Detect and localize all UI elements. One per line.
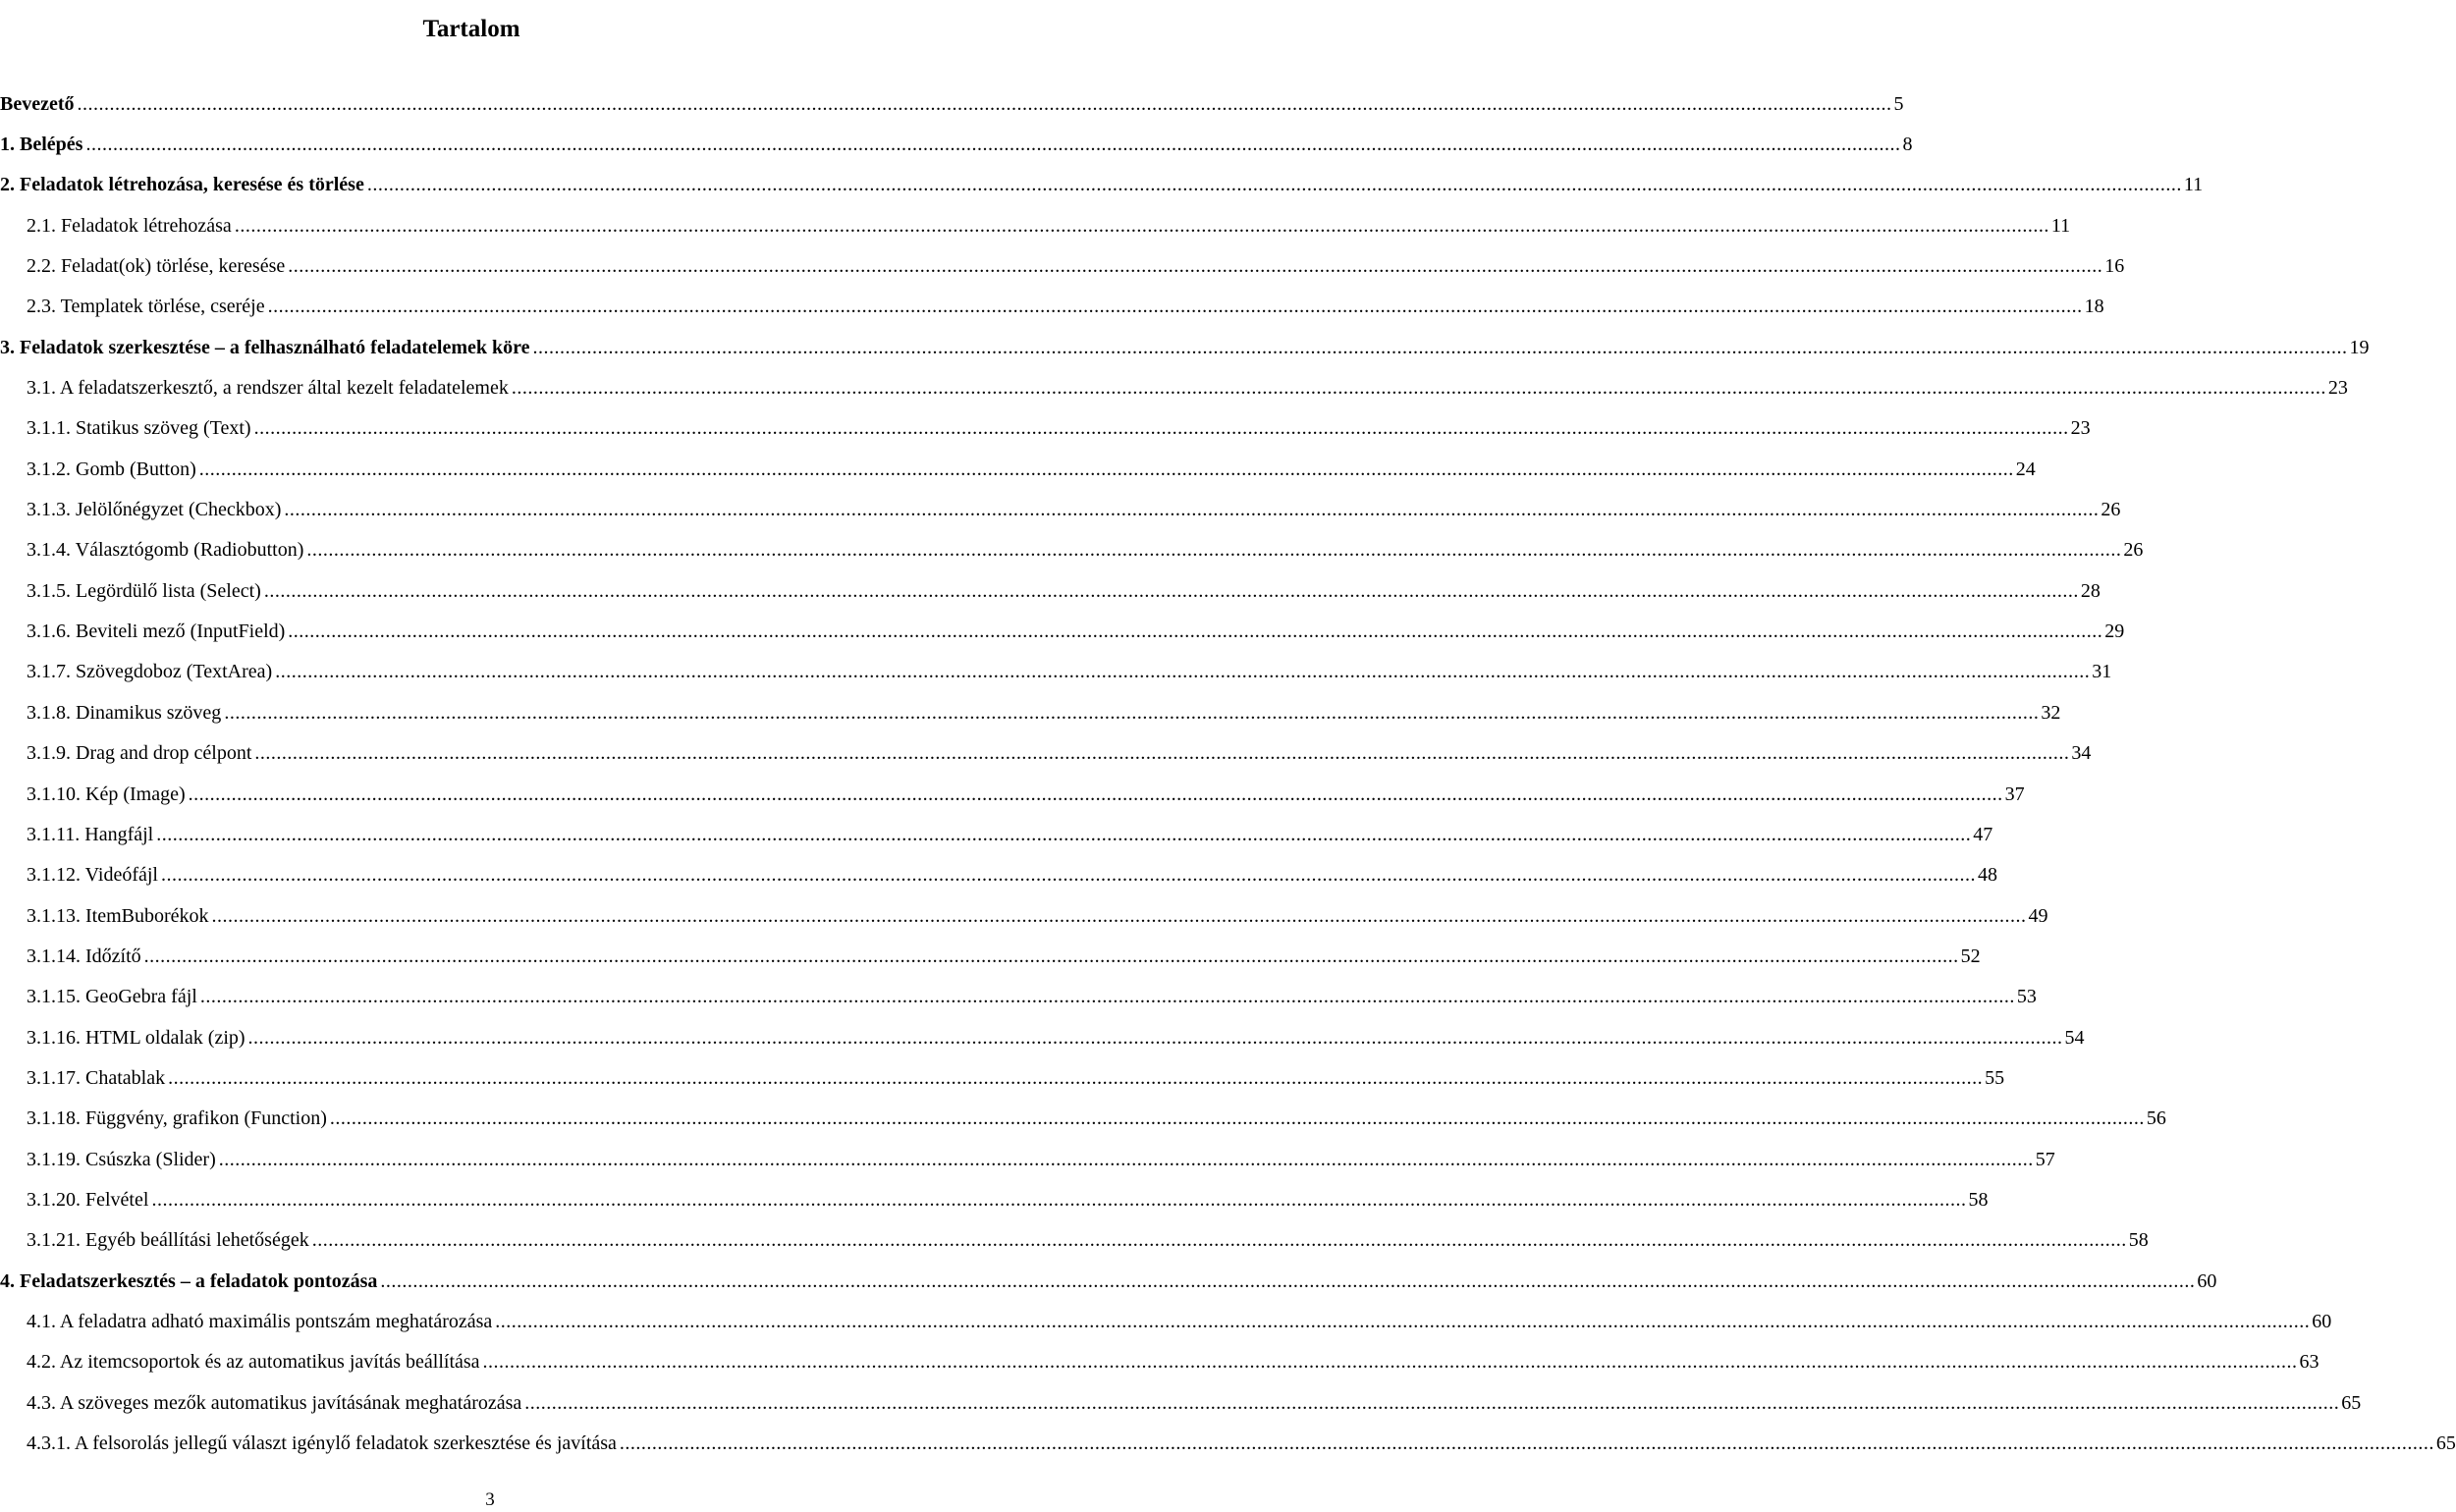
dot-leader xyxy=(620,1431,2434,1455)
toc-entry[interactable] xyxy=(0,83,1904,124)
dot-leader xyxy=(199,458,2014,481)
toc-entry-page-number: 52 xyxy=(1960,945,1981,967)
toc-entry-page-number: 58 xyxy=(2128,1229,2149,1252)
toc-entry-page-number: 34 xyxy=(2071,742,2092,765)
toc-entry-label: 3.1.4. Választógomb (Radiobutton) xyxy=(27,539,304,562)
toc-entry[interactable] xyxy=(0,1139,2055,1179)
toc-entry-label: 3.1.20. Felvétel xyxy=(27,1188,149,1211)
dot-leader xyxy=(275,660,2090,683)
dot-leader xyxy=(533,336,2348,359)
toc-entry-label: 3.1.13. ItemBuborékok xyxy=(27,904,209,927)
toc-entry-label: 3.1.12. Videófájl xyxy=(27,864,158,887)
toc-entry-label: 3.1.17. Chatablak xyxy=(27,1066,166,1089)
dot-leader xyxy=(380,1269,2195,1293)
toc-entry-page-number: 24 xyxy=(2015,458,2036,480)
toc-entry[interactable] xyxy=(0,367,2348,407)
dot-leader xyxy=(168,1066,1983,1090)
toc-entry-page-number: 48 xyxy=(1977,864,1997,887)
toc-entry[interactable] xyxy=(0,977,2037,1017)
toc-entry[interactable] xyxy=(0,1423,2456,1463)
toc-entry-page-number: 26 xyxy=(2101,499,2121,521)
toc-entry-page-number: 58 xyxy=(1968,1188,1989,1211)
dot-leader xyxy=(288,620,2102,643)
toc-entry-page-number: 8 xyxy=(1902,134,1913,156)
toc-entry-page-number: 31 xyxy=(2092,661,2112,683)
toc-entry-label: 2.1. Feladatok létrehozása xyxy=(27,214,232,237)
toc-entry[interactable] xyxy=(0,165,2204,205)
toc-entry-label: 3.1.19. Csúszka (Slider) xyxy=(27,1148,216,1170)
toc-entry-label: 4.2. Az itemcsoportok és az automatikus javítás beállítása xyxy=(27,1351,480,1374)
toc-entry[interactable] xyxy=(0,449,2036,489)
toc-entry-label: 3.1.3. Jelölőnégyzet (Checkbox) xyxy=(27,499,282,521)
toc-entry-page-number: 32 xyxy=(2041,701,2061,724)
toc-entry[interactable] xyxy=(0,652,2112,692)
dot-leader xyxy=(161,863,1976,887)
toc-entry-page-number: 49 xyxy=(2028,904,2048,927)
toc-entry-page-number: 28 xyxy=(2080,579,2101,602)
toc-entry-page-number: 60 xyxy=(2312,1310,2332,1332)
toc-entry-label: 3.1.7. Szövegdoboz (TextArea) xyxy=(27,661,273,683)
dot-leader xyxy=(483,1350,2298,1374)
toc-entry-page-number: 47 xyxy=(1973,823,1993,845)
dot-leader xyxy=(224,701,2039,725)
toc-entry[interactable] xyxy=(0,1099,2166,1139)
toc-entry-label: 4.3. A szöveges mezők automatikus javításának meghatározása xyxy=(27,1391,522,1414)
dot-leader xyxy=(330,1107,2145,1130)
dot-leader xyxy=(495,1310,2310,1333)
toc-entry-label: 3.1.15. GeoGebra fájl xyxy=(27,986,197,1008)
toc-entry[interactable] xyxy=(0,1017,2085,1057)
dot-leader xyxy=(268,295,2083,318)
table-of-contents xyxy=(0,83,2456,1464)
dot-leader xyxy=(235,214,2049,238)
toc-entry[interactable] xyxy=(0,1342,2320,1382)
toc-entry-page-number: 19 xyxy=(2349,336,2370,358)
toc-entry-page-number: 29 xyxy=(2104,621,2125,643)
dot-leader xyxy=(512,376,2326,400)
toc-entry[interactable] xyxy=(0,287,2104,327)
toc-entry-page-number: 60 xyxy=(2197,1269,2217,1292)
toc-entry[interactable] xyxy=(0,692,2061,732)
toc-entry[interactable] xyxy=(0,855,1997,895)
toc-entry-page-number: 53 xyxy=(2016,986,2037,1008)
dot-leader xyxy=(367,173,2182,196)
toc-entry-label: 3.1.8. Dinamikus szöveg xyxy=(27,701,222,724)
toc-entry[interactable] xyxy=(0,530,2144,570)
toc-entry-page-number: 18 xyxy=(2084,296,2104,318)
toc-entry[interactable] xyxy=(0,245,2125,286)
dot-leader xyxy=(312,1228,2127,1252)
dot-leader xyxy=(212,904,2027,928)
toc-entry[interactable] xyxy=(0,1382,2362,1423)
toc-entry-label: 3.1.9. Drag and drop célpont xyxy=(27,742,252,765)
toc-entry[interactable] xyxy=(0,327,2370,367)
toc-entry-label: 3.1.10. Kép (Image) xyxy=(27,783,186,805)
dot-leader xyxy=(151,1188,1966,1212)
toc-entry-label: 3. Feladatok szerkesztése – a felhasználható feladatelemek köre xyxy=(0,336,530,358)
toc-entry-label: 3.1. A feladatszerkesztő, a rendszer által kezelt feladatelemek xyxy=(27,377,509,400)
dot-leader xyxy=(284,498,2099,521)
dot-leader xyxy=(219,1148,2034,1171)
toc-entry-label: 3.1.6. Beviteli mező (InputField) xyxy=(27,621,286,643)
toc-entry-page-number: 16 xyxy=(2104,255,2125,278)
toc-entry[interactable] xyxy=(0,1301,2332,1341)
toc-entry-label: 1. Belépés xyxy=(0,134,83,156)
toc-entry[interactable] xyxy=(0,408,2091,449)
toc-entry-label: 3.1.16. HTML oldalak (zip) xyxy=(27,1026,246,1049)
dot-leader xyxy=(189,783,2003,806)
toc-entry[interactable] xyxy=(0,895,2048,936)
toc-entry-label: Bevezető xyxy=(0,92,75,115)
page-title: Tartalom xyxy=(422,15,520,42)
dot-leader xyxy=(306,538,2121,562)
toc-entry[interactable] xyxy=(0,124,1913,164)
toc-entry-label: 3.1.5. Legördülő lista (Select) xyxy=(27,579,261,602)
dot-leader xyxy=(156,823,1971,846)
toc-entry[interactable] xyxy=(0,733,2092,774)
toc-entry-label: 2.3. Templatek törlése, cseréje xyxy=(27,296,265,318)
toc-entry-label: 3.1.11. Hangfájl xyxy=(27,823,154,845)
toc-entry-page-number: 23 xyxy=(2327,377,2348,400)
dot-leader xyxy=(288,254,2102,278)
toc-entry-label: 2.2. Feladat(ok) törlése, keresése xyxy=(27,255,286,278)
toc-entry-label: 3.1.14. Időzítő xyxy=(27,945,141,967)
dot-leader xyxy=(248,1026,2063,1050)
dot-leader xyxy=(200,985,2015,1008)
toc-entry-page-number: 65 xyxy=(2435,1432,2456,1455)
toc-entry-label: 2. Feladatok létrehozása, keresése és törlése xyxy=(0,174,364,196)
toc-entry-page-number: 55 xyxy=(1985,1066,2005,1089)
toc-entry-page-number: 54 xyxy=(2064,1026,2085,1049)
toc-entry[interactable] xyxy=(0,570,2101,611)
toc-entry-label: 3.1.2. Gomb (Button) xyxy=(27,458,196,480)
toc-entry-label: 3.1.21. Egyéb beállítási lehetőségek xyxy=(27,1229,309,1252)
dot-leader xyxy=(85,133,1900,156)
toc-entry-page-number: 23 xyxy=(2070,417,2091,440)
toc-entry[interactable] xyxy=(0,1261,2217,1301)
toc-entry-page-number: 57 xyxy=(2035,1148,2055,1170)
page-number: 3 xyxy=(485,1489,495,1510)
dot-leader xyxy=(144,945,1959,968)
dot-leader xyxy=(524,1391,2339,1415)
toc-entry-page-number: 11 xyxy=(2050,214,2071,237)
toc-entry-page-number: 37 xyxy=(2004,783,2025,805)
toc-entry-label: 3.1.1. Statikus szöveg (Text) xyxy=(27,417,251,440)
dot-leader xyxy=(254,741,2069,765)
toc-entry[interactable] xyxy=(0,1179,1989,1219)
dot-leader xyxy=(264,579,2079,603)
dot-leader xyxy=(254,416,2069,440)
toc-entry[interactable] xyxy=(0,774,2025,814)
toc-entry-page-number: 5 xyxy=(1893,92,1904,115)
toc-entry[interactable] xyxy=(0,1220,2149,1261)
toc-entry-page-number: 56 xyxy=(2146,1107,2166,1130)
toc-entry[interactable] xyxy=(0,1057,2005,1098)
toc-entry[interactable] xyxy=(0,205,2071,245)
toc-entry[interactable] xyxy=(0,489,2121,529)
dot-leader xyxy=(78,92,1892,116)
toc-entry[interactable] xyxy=(0,936,1981,976)
toc-entry[interactable] xyxy=(0,814,1993,854)
toc-entry-label: 4.1. A feladatra adható maximális pontszám meghatározása xyxy=(27,1310,493,1332)
toc-entry-label: 4. Feladatszerkesztés – a feladatok pontozása xyxy=(0,1269,378,1292)
toc-entry-page-number: 63 xyxy=(2299,1351,2320,1374)
toc-entry-page-number: 11 xyxy=(2183,174,2204,196)
toc-entry-page-number: 65 xyxy=(2341,1391,2362,1414)
toc-entry[interactable] xyxy=(0,611,2125,651)
toc-entry-label: 3.1.18. Függvény, grafikon (Function) xyxy=(27,1107,327,1130)
toc-entry-label: 4.3.1. A felsorolás jellegű választ igénylő feladatok szerkesztése és javítása xyxy=(27,1432,617,1455)
toc-entry-page-number: 26 xyxy=(2123,539,2144,562)
